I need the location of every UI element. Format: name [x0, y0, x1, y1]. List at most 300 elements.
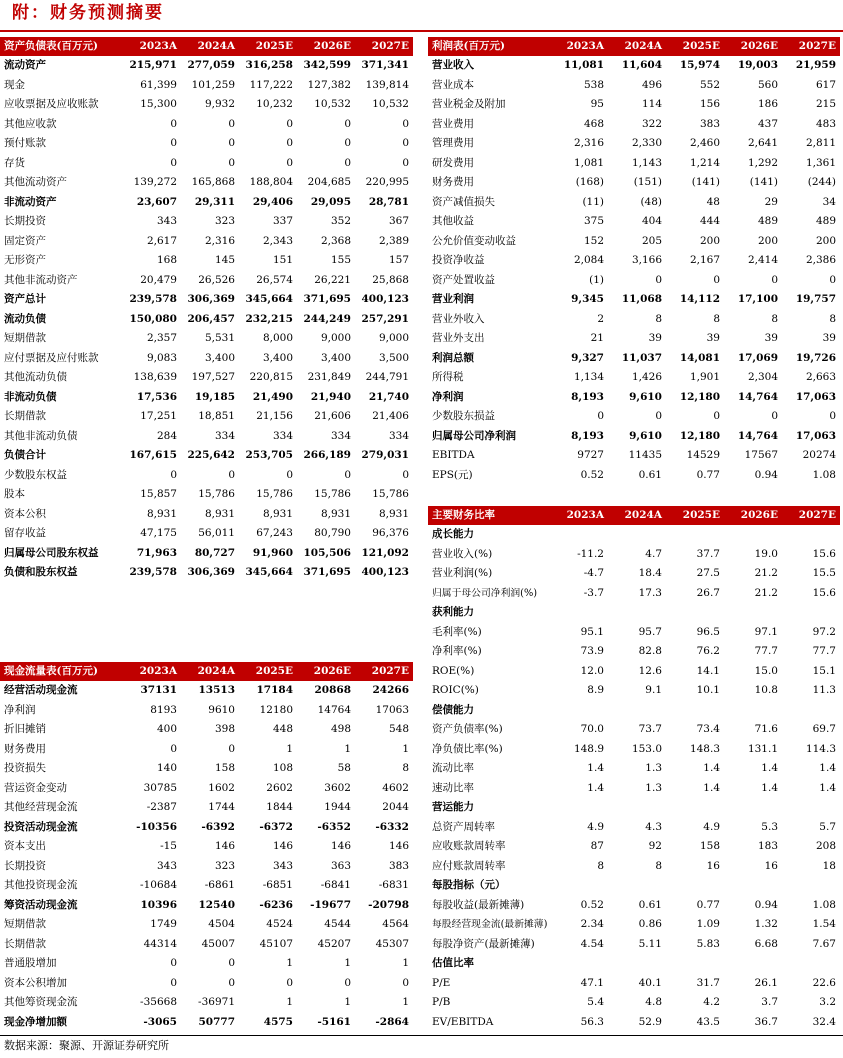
cell-value: 0	[713, 273, 720, 286]
cell-value: 139,814	[365, 78, 409, 91]
table-row	[428, 545, 840, 565]
cell-value: 145	[214, 254, 235, 266]
cell-value: -5161	[317, 1015, 351, 1028]
cell-value: 21,490	[252, 390, 293, 403]
row-label: 成长能力	[432, 528, 474, 540]
cell-value: 2,414	[747, 254, 778, 266]
row-label: 投资净收益	[432, 254, 485, 266]
row-label: EV/EBITDA	[432, 1015, 494, 1028]
table-row	[0, 173, 413, 193]
row-label: 管理费用	[432, 137, 474, 149]
table-row	[428, 446, 840, 466]
table-row	[428, 818, 840, 838]
cell-value: 0	[402, 976, 409, 989]
cell-value: 367	[388, 215, 409, 227]
cell-value: 0	[771, 410, 778, 422]
cell-value: 17,251	[140, 410, 177, 422]
table-row	[0, 76, 413, 96]
cell-value: 0	[170, 468, 177, 481]
cell-value: 15.5	[812, 567, 836, 579]
year-header: 2024A	[608, 506, 666, 525]
row-label: 营业成本	[432, 78, 474, 91]
cell-value: 0.52	[580, 468, 604, 481]
cell-value	[666, 701, 724, 721]
cell-value: 1.3	[645, 781, 662, 794]
cell-value: 1.4	[761, 781, 778, 794]
cell-value: 37131	[140, 684, 177, 696]
cell-value: 2,811	[805, 137, 836, 149]
cell-value: 9,083	[146, 351, 177, 364]
cell-value: 0	[286, 156, 293, 169]
table-row	[0, 524, 413, 544]
cell-value: 8	[771, 312, 778, 325]
table-title: 主要财务比率	[428, 506, 550, 525]
cell-value: 61,399	[140, 78, 177, 91]
table-row	[428, 290, 840, 310]
cell-value: 4.9	[703, 820, 720, 833]
cell-value: 117,222	[249, 78, 293, 91]
cell-value: 146	[388, 840, 409, 852]
cell-value: 239,578	[129, 293, 177, 305]
row-label: 营业外收入	[432, 312, 485, 325]
row-label: 公允价值变动收益	[432, 234, 516, 247]
cell-value: 1.4	[703, 762, 720, 774]
row-label: 经营活动现金流	[4, 684, 78, 696]
cell-value: 4.9	[587, 820, 604, 833]
cell-value: 4575	[263, 1015, 293, 1028]
row-label: 总资产周转率	[432, 820, 495, 833]
cell-value: 87	[590, 840, 604, 852]
row-label: 归属于母公司净利润(%)	[432, 587, 538, 599]
cell-value: 0	[713, 410, 720, 422]
row-label: 现金	[4, 78, 25, 91]
table-row	[0, 798, 413, 818]
cell-value: 14764	[317, 703, 351, 716]
cell-value: 0	[344, 137, 351, 149]
cell-value: -36971	[198, 996, 235, 1008]
cell-value: 131.1	[747, 742, 778, 755]
table-title: 现金流量表(百万元)	[0, 662, 123, 681]
cell-value	[666, 603, 724, 623]
year-header: 2023A	[123, 662, 181, 681]
cell-value: 306,369	[187, 566, 235, 578]
cell-value: 13513	[198, 684, 235, 696]
table-row	[428, 857, 840, 877]
cell-value: 21,406	[372, 410, 409, 422]
cell-value: 0	[228, 976, 235, 989]
table-row	[0, 427, 413, 447]
cell-value: 26,574	[256, 273, 293, 286]
cell-value: 9610	[208, 703, 235, 716]
year-header: 2023A	[123, 37, 181, 56]
table-row	[428, 232, 840, 252]
cell-value: 0	[286, 137, 293, 149]
table-row	[428, 56, 840, 76]
cell-value: 1.3	[645, 762, 662, 774]
cell-value: 0.52	[580, 898, 604, 911]
cell-value: 39	[648, 332, 662, 344]
section-header-row	[428, 701, 840, 721]
cell-value: 21,606	[314, 410, 351, 422]
cell-value: 1	[402, 996, 409, 1008]
cell-value: 1	[344, 996, 351, 1008]
cell-value: 91,960	[252, 546, 293, 559]
year-header: 2024A	[608, 37, 666, 56]
cell-value: 383	[388, 859, 409, 872]
cell-value: 383	[699, 117, 720, 130]
row-label: 非流动负债	[4, 390, 57, 403]
financial-ratios-table	[428, 506, 840, 1032]
table-row	[428, 623, 840, 643]
cell-value: 45207	[317, 937, 351, 950]
cell-value: 0	[170, 976, 177, 989]
year-header: 2025E	[666, 37, 724, 56]
year-header: 2025E	[666, 506, 724, 525]
cell-value: 5.7	[819, 820, 836, 833]
cell-value: 16	[706, 859, 720, 872]
table-row	[0, 544, 413, 564]
cell-value: 11,081	[563, 59, 604, 71]
cell-value: 9,000	[378, 332, 409, 344]
cell-value: 48	[706, 195, 720, 208]
cell-value: 96.5	[696, 625, 720, 638]
table-row	[0, 154, 413, 174]
cell-value: 29,406	[252, 195, 293, 208]
cell-value: 20,479	[140, 273, 177, 286]
cell-value: 0	[286, 468, 293, 481]
cell-value: 15.0	[754, 664, 778, 677]
cell-value: 26,221	[314, 273, 351, 286]
row-label: 预付账款	[4, 137, 46, 149]
row-label: 负债合计	[4, 449, 46, 461]
cell-value: -11.2	[577, 547, 604, 560]
cell-value: 82.8	[638, 645, 662, 657]
cell-value: 205	[641, 234, 662, 247]
cell-value: 2,357	[146, 332, 177, 344]
cell-value: 15.6	[812, 547, 836, 560]
cell-value: 114.3	[805, 742, 836, 755]
table-row	[0, 876, 413, 896]
table-row	[428, 779, 840, 799]
cell-value: 21,740	[368, 390, 409, 403]
table-row	[428, 134, 840, 154]
table-row	[0, 779, 413, 799]
cell-value	[724, 701, 782, 721]
cell-value: 400	[156, 723, 177, 735]
cell-value: 1744	[208, 801, 235, 813]
cell-value: 4602	[382, 781, 409, 794]
cell-value: 138,639	[133, 371, 177, 383]
table-row	[428, 388, 840, 408]
cell-value: 1.54	[812, 918, 836, 930]
cell-value: -6851	[262, 879, 293, 891]
table-row	[0, 954, 413, 974]
cell-value: -6236	[259, 898, 293, 911]
table-row	[0, 134, 413, 154]
cash-flow-table	[0, 662, 413, 1032]
table-row	[428, 76, 840, 96]
table-row	[428, 974, 840, 994]
cell-value: -6861	[204, 879, 235, 891]
cell-value: 9,000	[320, 332, 351, 344]
cell-value: 52.9	[638, 1015, 662, 1028]
row-label: 应付票据及应付账款	[4, 351, 99, 364]
cell-value: 168	[156, 254, 177, 266]
cell-value: 151	[272, 254, 293, 266]
cell-value: 0.77	[696, 468, 720, 481]
cell-value: 97.1	[754, 625, 778, 638]
row-label: 营业利润	[432, 293, 474, 305]
cell-value: 8,193	[571, 390, 604, 403]
row-label: P/B	[432, 996, 451, 1008]
cell-value: 1	[286, 996, 293, 1008]
cell-value: 20868	[314, 684, 351, 696]
cell-value: 8,193	[571, 429, 604, 442]
table-row	[428, 740, 840, 760]
cell-value: 345,664	[245, 566, 293, 578]
table-row	[0, 681, 413, 701]
cell-value: 1,134	[573, 371, 604, 383]
row-label: 每股指标（元）	[432, 879, 506, 891]
cell-value: 15,300	[140, 98, 177, 110]
cell-value: 39	[706, 332, 720, 344]
cell-value: 10,532	[314, 98, 351, 110]
cell-value: 165,868	[191, 176, 235, 188]
cell-value: 215	[815, 98, 836, 110]
row-label: 资产处置收益	[432, 273, 495, 286]
cell-value: 26.1	[754, 976, 778, 989]
cell-value: 483	[815, 117, 836, 130]
cell-value: 448	[272, 723, 293, 735]
cell-value: 26,526	[198, 273, 235, 286]
cell-value: 5.83	[696, 937, 720, 950]
cell-value: 0.77	[696, 898, 720, 911]
cell-value: 3,166	[631, 254, 662, 266]
cell-value: 17567	[744, 449, 778, 461]
table-row	[0, 349, 413, 369]
cell-value: 27.5	[696, 567, 720, 579]
table-row	[0, 115, 413, 135]
row-label: 营业费用	[432, 117, 474, 130]
cell-value: 2,460	[689, 137, 720, 149]
cell-value: 200	[757, 234, 778, 247]
table-title: 资产负债表(百万元)	[0, 37, 123, 56]
cell-value: -3.7	[583, 586, 604, 599]
cell-value: 1	[344, 742, 351, 755]
cell-value: 1	[286, 742, 293, 755]
cell-value: 204,685	[307, 176, 351, 188]
cell-value: 3.2	[819, 996, 836, 1008]
cell-value: 12180	[259, 703, 293, 716]
cell-value: 1,426	[631, 371, 662, 383]
cell-value: 0	[402, 156, 409, 169]
cell-value: 15.6	[812, 586, 836, 599]
cell-value: 0.86	[638, 918, 662, 930]
table-row	[0, 837, 413, 857]
cell-value: 498	[330, 723, 351, 735]
row-label: 速动比率	[432, 781, 474, 794]
cell-value: 5.4	[587, 996, 604, 1008]
cell-value: 0	[286, 976, 293, 989]
year-header: 2027E	[355, 662, 413, 681]
cell-value: 1.4	[819, 781, 836, 794]
table-row	[0, 720, 413, 740]
row-label: 营业收入	[432, 59, 474, 71]
cell-value: 266,189	[303, 449, 351, 461]
cell-value: 21,940	[310, 390, 351, 403]
section-header-row	[428, 525, 840, 545]
row-label: 利润总额	[432, 351, 474, 364]
cell-value: 17,536	[136, 390, 177, 403]
row-label: 应收票据及应收账款	[4, 98, 99, 110]
cell-value: 77.7	[812, 645, 836, 657]
cell-value: 17,100	[737, 293, 778, 305]
cell-value: 363	[330, 859, 351, 872]
row-label: 其他流动资产	[4, 176, 67, 188]
cell-value: 0.94	[754, 898, 778, 911]
cell-value: 0	[170, 117, 177, 130]
cell-value: 0	[597, 410, 604, 422]
cell-value: 9,327	[571, 351, 604, 364]
cell-value: 101,259	[191, 78, 235, 91]
table-row	[428, 935, 840, 955]
row-label: 负债和股东权益	[4, 566, 78, 578]
cell-value: 0	[228, 957, 235, 969]
table-row	[0, 563, 413, 583]
cell-value: 0	[228, 156, 235, 169]
cell-value	[550, 954, 608, 974]
cell-value: 398	[214, 723, 235, 735]
cell-value	[550, 798, 608, 818]
table-row	[0, 857, 413, 877]
table-row	[0, 290, 413, 310]
cell-value: 1.4	[703, 781, 720, 794]
cell-value: 14,112	[679, 293, 720, 305]
cell-value: 8	[713, 312, 720, 325]
cell-value: 200	[815, 234, 836, 247]
row-label: 资本公积增加	[4, 976, 67, 989]
cell-value: 0	[170, 156, 177, 169]
cell-value: 2,641	[747, 137, 778, 149]
cell-value: 47,175	[140, 527, 177, 539]
cell-value: 9,932	[204, 98, 235, 110]
cell-value: 47.1	[580, 976, 604, 989]
cell-value: 3,400	[204, 351, 235, 364]
cell-value: 108	[272, 762, 293, 774]
cell-value: 127,382	[307, 78, 351, 91]
cell-value: 56.3	[580, 1015, 604, 1028]
cell-value: 50777	[198, 1015, 235, 1028]
cell-value: 0	[829, 273, 836, 286]
row-label: ROIC(%)	[432, 684, 479, 696]
cell-value: 8.9	[587, 684, 604, 696]
cell-value: 10396	[140, 898, 177, 911]
year-header: 2023A	[550, 37, 608, 56]
year-header: 2025E	[239, 662, 297, 681]
cell-value: 7.67	[812, 937, 836, 950]
cell-value: 1	[286, 957, 293, 969]
table-row	[428, 407, 840, 427]
cell-value: 8,000	[262, 332, 293, 344]
cell-value: 2,304	[747, 371, 778, 383]
table-row	[428, 368, 840, 388]
cell-value: 105,506	[303, 546, 351, 559]
table-row	[428, 681, 840, 701]
cell-value	[782, 701, 840, 721]
cell-value: 146	[330, 840, 351, 852]
table-row	[428, 271, 840, 291]
row-label: P/E	[432, 976, 451, 989]
cell-value: -4.7	[583, 567, 604, 579]
cell-value: 220,995	[365, 176, 409, 188]
cell-value: 3602	[324, 781, 351, 794]
cell-value: 17,063	[795, 429, 836, 442]
row-label: 资产总计	[4, 293, 46, 305]
table-row	[0, 232, 413, 252]
table-header-row	[428, 506, 840, 525]
cell-value: 148.3	[689, 742, 720, 755]
cell-value: 2.34	[580, 918, 604, 930]
row-label: 其他非流动负债	[4, 429, 78, 442]
cell-value: 17,063	[795, 390, 836, 403]
cell-value: 4.3	[645, 820, 662, 833]
cell-value: 0	[170, 957, 177, 969]
row-label: 长期借款	[4, 937, 46, 950]
cell-value: 1602	[208, 781, 235, 794]
cell-value: 24266	[372, 684, 409, 696]
table-row	[428, 564, 840, 584]
row-label: 留存收益	[4, 527, 46, 539]
cell-value: 343	[156, 859, 177, 872]
cell-value: 0.61	[638, 468, 662, 481]
row-label: 投资损失	[4, 762, 46, 774]
cell-value: 9727	[577, 449, 604, 461]
table-row	[428, 329, 840, 349]
cell-value: 186	[757, 98, 778, 110]
cell-value: 148.9	[573, 742, 604, 755]
cell-value: 0	[170, 742, 177, 755]
cell-value: 9,610	[629, 390, 662, 403]
cell-value: 371,695	[303, 566, 351, 578]
row-label: 净利率(%)	[432, 645, 482, 657]
cell-value: 239,578	[129, 566, 177, 578]
table-row	[0, 993, 413, 1013]
cell-value: 25,868	[372, 273, 409, 286]
cell-value: 2602	[266, 781, 293, 794]
cell-value: 80,790	[314, 527, 351, 539]
cell-value: 334	[272, 429, 293, 442]
year-header: 2027E	[782, 506, 840, 525]
cell-value: 71,963	[136, 546, 177, 559]
cell-value: 95	[590, 98, 604, 110]
cell-value: 1,361	[805, 156, 836, 169]
table-row	[428, 251, 840, 271]
cell-value: 1,214	[689, 156, 720, 169]
cell-value: 4504	[208, 918, 235, 930]
row-label: 无形资产	[4, 254, 46, 266]
cell-value: 2,386	[805, 254, 836, 266]
row-label: 其他流动负债	[4, 371, 67, 383]
cell-value: 343	[156, 215, 177, 227]
table-row	[0, 193, 413, 213]
balance-sheet-table	[0, 37, 413, 583]
cell-value: 156	[699, 98, 720, 110]
cell-value: 18,851	[198, 410, 235, 422]
cell-value: 552	[699, 78, 720, 91]
table-row	[428, 896, 840, 916]
cell-value: 1.4	[761, 762, 778, 774]
cell-value: (168)	[575, 176, 604, 188]
